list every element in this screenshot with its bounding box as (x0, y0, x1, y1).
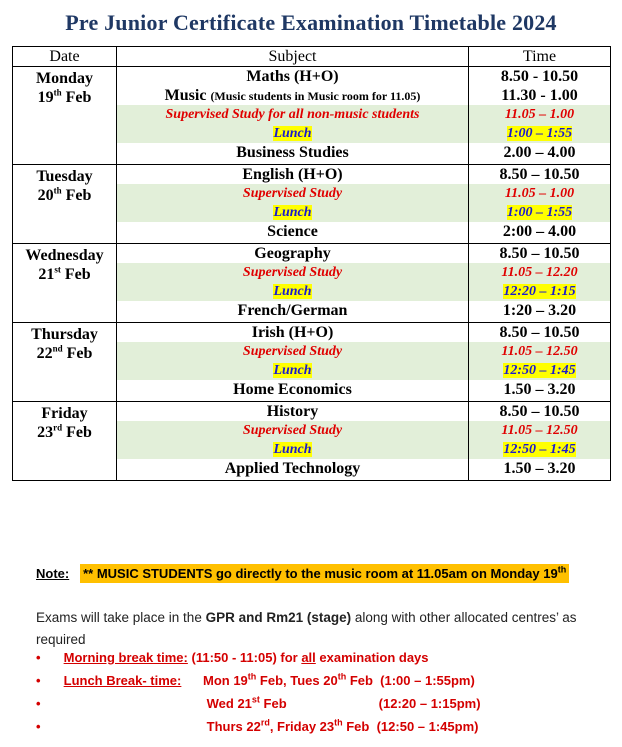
subject-exam: Music (Music students in Music room for 11.05) (164, 87, 421, 104)
time-exam: 8.50 - 10.50 (500, 68, 579, 85)
day-date: 20th Feb (37, 185, 92, 204)
subject-lunch: Lunch (117, 203, 468, 222)
header-date: Date (13, 47, 117, 67)
subject-cell (117, 67, 469, 165)
subject-exam: Irish (H+O) (251, 324, 334, 341)
day-date: 23rd Feb (37, 422, 92, 441)
time-lunch: 1:00 – 1:55 (469, 124, 610, 143)
header-time: Time (469, 47, 611, 67)
time-exam: 2:00 – 4.00 (502, 223, 577, 240)
day-label: Friday 23rd Feb (13, 402, 116, 442)
bullet-dot: • (36, 696, 41, 711)
time-exam: 1.50 – 3.20 (503, 460, 576, 477)
subject-study: Supervised Study (117, 342, 468, 361)
subject-lunch: Lunch (117, 440, 468, 459)
time-lunch: 12:50 – 1:45 (469, 361, 610, 380)
day-label: Tuesday 20th Feb (13, 165, 116, 205)
time-cell (469, 323, 611, 402)
subject-exam: English (H+O) (242, 166, 343, 183)
morning-break-label: Morning break time: (63, 650, 188, 665)
lunch-break-label: Lunch Break- time: (63, 673, 182, 688)
subject-lunch: Lunch (117, 282, 468, 301)
subject-exam: Applied Technology (224, 460, 361, 477)
day-label: Monday 19th Feb (13, 67, 116, 107)
day-date: 22nd Feb (36, 343, 93, 362)
subject-exam: French/German (237, 302, 348, 319)
table-row (13, 165, 611, 244)
table-row (13, 244, 611, 323)
time-study: 11.05 – 1.00 (469, 105, 610, 124)
subject-lunch: Lunch (117, 361, 468, 380)
time-study: 11.05 – 12.20 (469, 263, 610, 282)
subject-exam: Home Economics (233, 381, 352, 398)
subject-study: Supervised Study (117, 421, 468, 440)
time-exam: 1.50 – 3.20 (503, 381, 576, 398)
table-header-row (13, 47, 611, 67)
time-exam: 2.00 – 4.00 (503, 144, 576, 161)
day-cell (13, 67, 117, 165)
time-lunch: 1:00 – 1:55 (469, 203, 610, 222)
time-exam: 8.50 – 10.50 (499, 324, 580, 341)
lunch-break-bullet-2: • Wed 21st Feb (12:20 – 1:15pm) (36, 694, 481, 711)
time-study: 11.05 – 12.50 (469, 342, 610, 361)
bullet-dot: • (36, 719, 41, 734)
subject-cell (117, 165, 469, 244)
time-lunch: 12:50 – 1:45 (469, 440, 610, 459)
day-date: 21st Feb (38, 264, 91, 283)
day-date: 19th Feb (37, 87, 92, 106)
subject-cell (117, 402, 469, 481)
music-note (36, 566, 569, 581)
page-title: Pre Junior Certificate Examination Timetable 2024 (65, 10, 557, 35)
time-cell (469, 67, 611, 165)
table-row (13, 67, 611, 165)
subject-study: Supervised Study (117, 263, 468, 282)
time-cell (469, 402, 611, 481)
bullet-dot: • (36, 650, 41, 665)
time-lunch: 12:20 – 1:15 (469, 282, 610, 301)
lunch-break-bullet-3: • Thurs 22rd, Friday 23th Feb (12:50 – 1:45pm) (36, 717, 479, 734)
header-subject: Subject (117, 47, 469, 67)
timetable (12, 46, 611, 481)
time-exam: 8.50 – 10.50 (499, 166, 580, 183)
table-row (13, 323, 611, 402)
subject-cell (117, 244, 469, 323)
lunch-break-bullet-1: • Lunch Break- time: Mon 19th Feb, Tues 20th Feb (1:00 – 1:55pm) (36, 671, 475, 688)
note-label: Note: (36, 566, 70, 581)
subject-lunch: Lunch (117, 124, 468, 143)
subject-exam: Geography (254, 245, 331, 262)
time-cell (469, 165, 611, 244)
subject-exam: Business Studies (236, 144, 349, 161)
time-exam: 8.50 – 10.50 (499, 403, 580, 420)
note-message: ** MUSIC STUDENTS go directly to the music room at 11.05am on Monday 19th (80, 564, 569, 583)
time-cell (469, 244, 611, 323)
time-exam: 11.30 - 1.00 (501, 87, 578, 104)
time-exam: 8.50 – 10.50 (499, 245, 580, 262)
time-study: 11.05 – 1.00 (469, 184, 610, 203)
table-row (13, 402, 611, 481)
day-cell (13, 244, 117, 323)
day-cell (13, 402, 117, 481)
morning-break-bullet: • Morning break time: (11:50 - 11:05) for all examination days (36, 650, 429, 665)
subject-exam: Maths (H+O) (246, 68, 339, 85)
bullet-dot: • (36, 673, 41, 688)
subject-study: Supervised Study for all non-music students (117, 105, 468, 124)
time-exam: 1:20 – 3.20 (502, 302, 577, 319)
time-study: 11.05 – 12.50 (469, 421, 610, 440)
subject-exam: Science (267, 223, 318, 240)
day-label: Thursday 22nd Feb (13, 323, 116, 363)
day-cell (13, 165, 117, 244)
subject-exam: History (266, 403, 319, 420)
subject-cell (117, 323, 469, 402)
day-cell (13, 323, 117, 402)
subject-study: Supervised Study (117, 184, 468, 203)
exam-locations-paragraph: Exams will take place in the GPR and Rm21 (stage) along with other allocated centres’ as required (36, 610, 577, 647)
day-label: Wednesday 21st Feb (13, 244, 116, 284)
